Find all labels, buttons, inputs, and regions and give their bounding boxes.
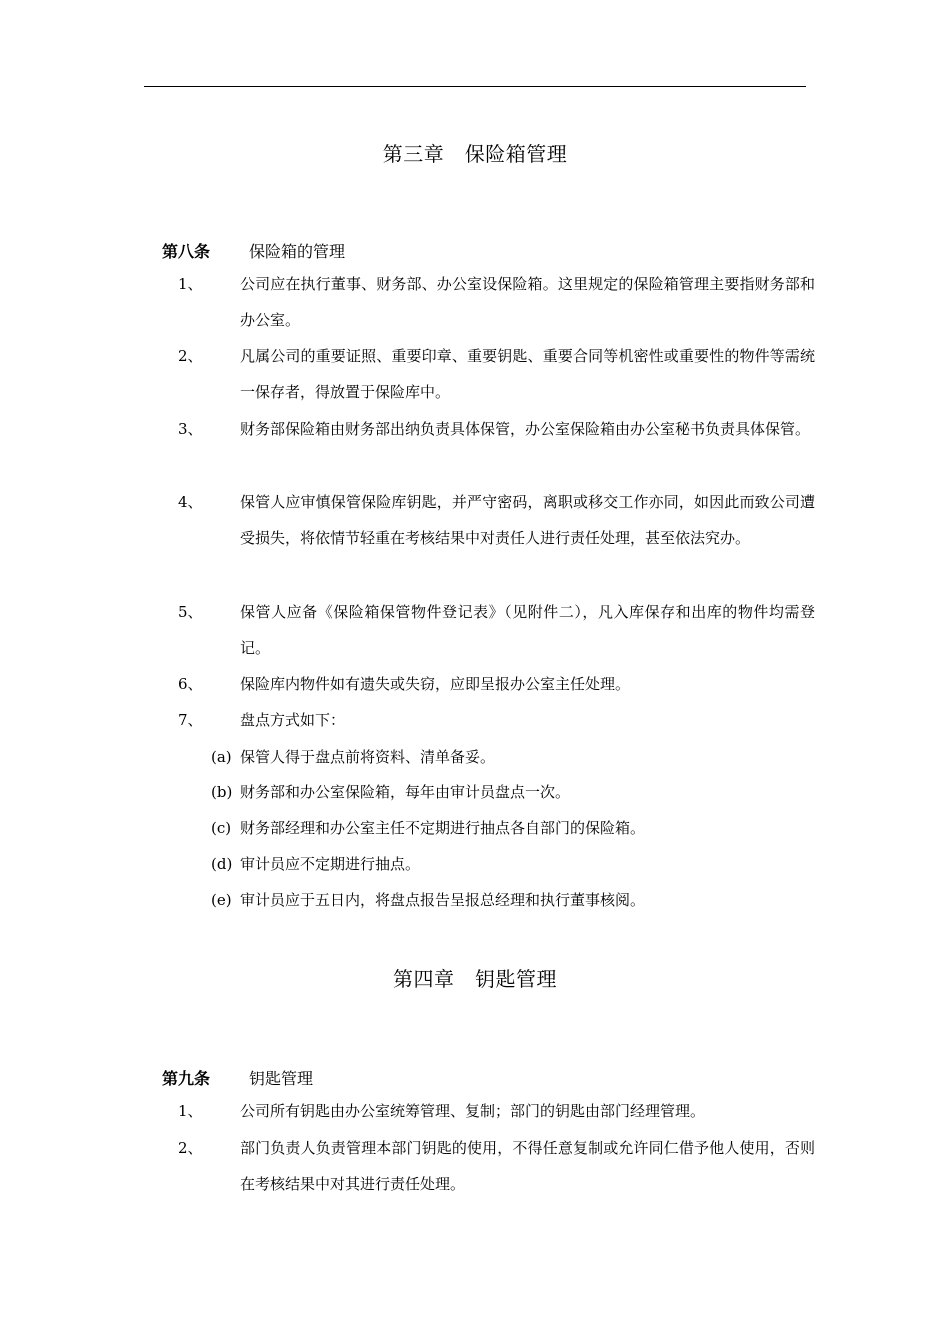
item-text: 财务部保险箱由财务部出纳负责具体保管，办公室保险箱由办公室秘书负责具体保管。 [240,420,811,438]
sub-item-text: 保管人得于盘点前将资料、清单备妥。 [240,748,496,766]
item-text: 保管人应审慎保管保险库钥匙，并严守密码，离职或移交工作亦同，如因此而致公司遭受损失，将依情节轻重在考核结果中对责任人进行责任处理，甚至依法究办。 [240,493,815,547]
item-text: 保管人应备《保险箱保管物件登记表》（见附件二），凡入库保存和出库的物件均需登记。 [240,603,815,657]
chapter-3-title: 第三章 保险箱管理 [382,142,568,166]
item-text: 保险库内物件如有遗失或失窃，应即呈报办公室主任处理。 [240,675,631,693]
item-number: 1、 [178,275,203,293]
item-number: 2、 [178,1139,203,1157]
chapter-4-title: 第四章 钥匙管理 [393,967,557,991]
sub-item-text: 财务部和办公室保险箱，每年由审计员盘点一次。 [240,783,571,801]
article-8-title: 保险箱的管理 [249,242,346,261]
sub-item-label: (a) [211,748,232,766]
item-text: 公司所有钥匙由办公室统筹管理、复制；部门的钥匙由部门经理管理。 [240,1102,706,1120]
article-9-title: 钥匙管理 [249,1069,314,1088]
item-text: 部门负责人负责管理本部门钥匙的使用，不得任意复制或允许同仁借予他人使用，否则在考核结果中对其进行责任处理。 [240,1139,815,1193]
article-9-heading [162,1066,314,1089]
item-text: 盘点方式如下： [240,711,346,729]
article-8-heading [162,239,346,262]
sub-item-label: (c) [211,819,232,837]
sub-item-text: 审计员应不定期进行抽点。 [240,855,421,873]
item-text: 凡属公司的重要证照、重要印章、重要钥匙、重要合同等机密性或重要性的物件等需统一保存者，得放置于保险库中。 [240,347,815,401]
sub-item-label: (d) [211,855,233,873]
item-number: 6、 [178,675,203,693]
sub-item-text: 财务部经理和办公室主任不定期进行抽点各自部门的保险箱。 [240,819,646,837]
item-number: 2、 [178,347,203,365]
article-9-number: 第九条 [162,1069,211,1088]
sub-item-text: 审计员应于五日内，将盘点报告呈报总经理和执行董事核阅。 [240,891,646,909]
item-text: 公司应在执行董事、财务部、办公室设保险箱。这里规定的保险箱管理主要指财务部和办公室。 [240,275,815,329]
item-number: 5、 [178,603,203,621]
item-number: 7、 [178,711,203,729]
article-8-number: 第八条 [162,242,211,261]
item-number: 4、 [178,493,203,511]
item-number: 1、 [178,1102,203,1120]
sub-item-label: (e) [211,891,232,909]
sub-item-label: (b) [211,783,233,801]
header-rule [144,86,806,87]
item-number: 3、 [178,420,203,438]
